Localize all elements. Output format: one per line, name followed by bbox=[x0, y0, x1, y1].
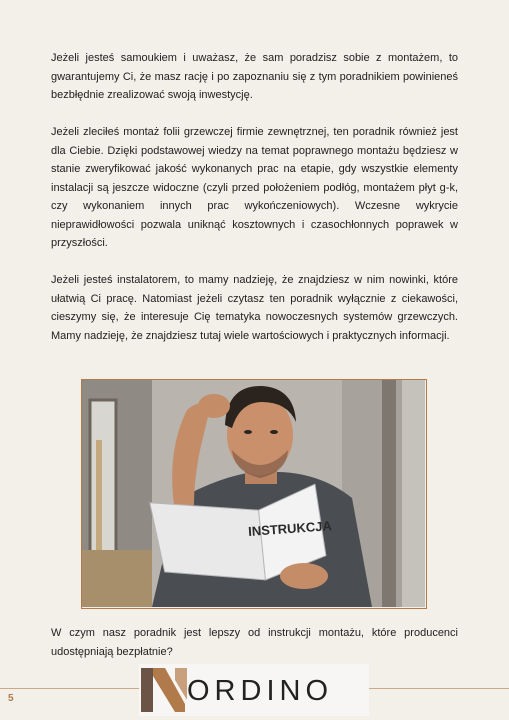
page-number: 5 bbox=[8, 693, 14, 704]
nordino-logo bbox=[139, 664, 369, 716]
intro-paragraph-outsourced: Jeżeli zleciłeś montaż folii grzewczej firmie zewnętrznej, ten poradnik również jest dla Ciebie. Dzięki podstawowej wiedzy na temat poprawnego montażu będziesz w stanie zweryfikować jakość wykonanych prac na etapie, gdy wszystkie elementy instalacji są jeszcze widoczne (czyli przed położeniem podłóg, montażem płyt g-k, czy wykonaniem innych prac wykończeniowych). Wczesne wykrycie nieprawidłowości pozwala uniknąć kosztownych i czasochłonnych poprawek w przyszłości. bbox=[51, 126, 458, 249]
logo-text: ORDINO bbox=[187, 675, 333, 707]
man-reading-instructions-photo bbox=[81, 379, 427, 609]
intro-paragraph-self-learner: Jeżeli jesteś samoukiem i uważasz, że sam poradzisz sobie z montażem, to gwarantujemy Ci, że masz rację i po zapoznaniu się z tym poradnikiem powinieneś bezbłędnie zrealizować swoją inwestycję. bbox=[51, 52, 458, 101]
booklet-label: INSTRUKCJA bbox=[247, 518, 333, 539]
intro-paragraph-installer: Jeżeli jesteś instalatorem, to mamy nadzieję, że znajdziesz w nim nowinki, które ułatwią Ci pracę. Natomiast jeżeli czytasz ten poradnik wyłącznie z ciekawości, cieszymy się, że interesuje Cię tematyka nowoczesnych systemów grzewczych. Mamy nadzieję, że znajdziesz tutaj wiele wartościowych i praktycznych informacji. bbox=[51, 274, 458, 342]
closing-question-paragraph: W czym nasz poradnik jest lepszy od instrukcji montażu, które producenci udostępniają bezpłatnie? bbox=[51, 627, 458, 658]
